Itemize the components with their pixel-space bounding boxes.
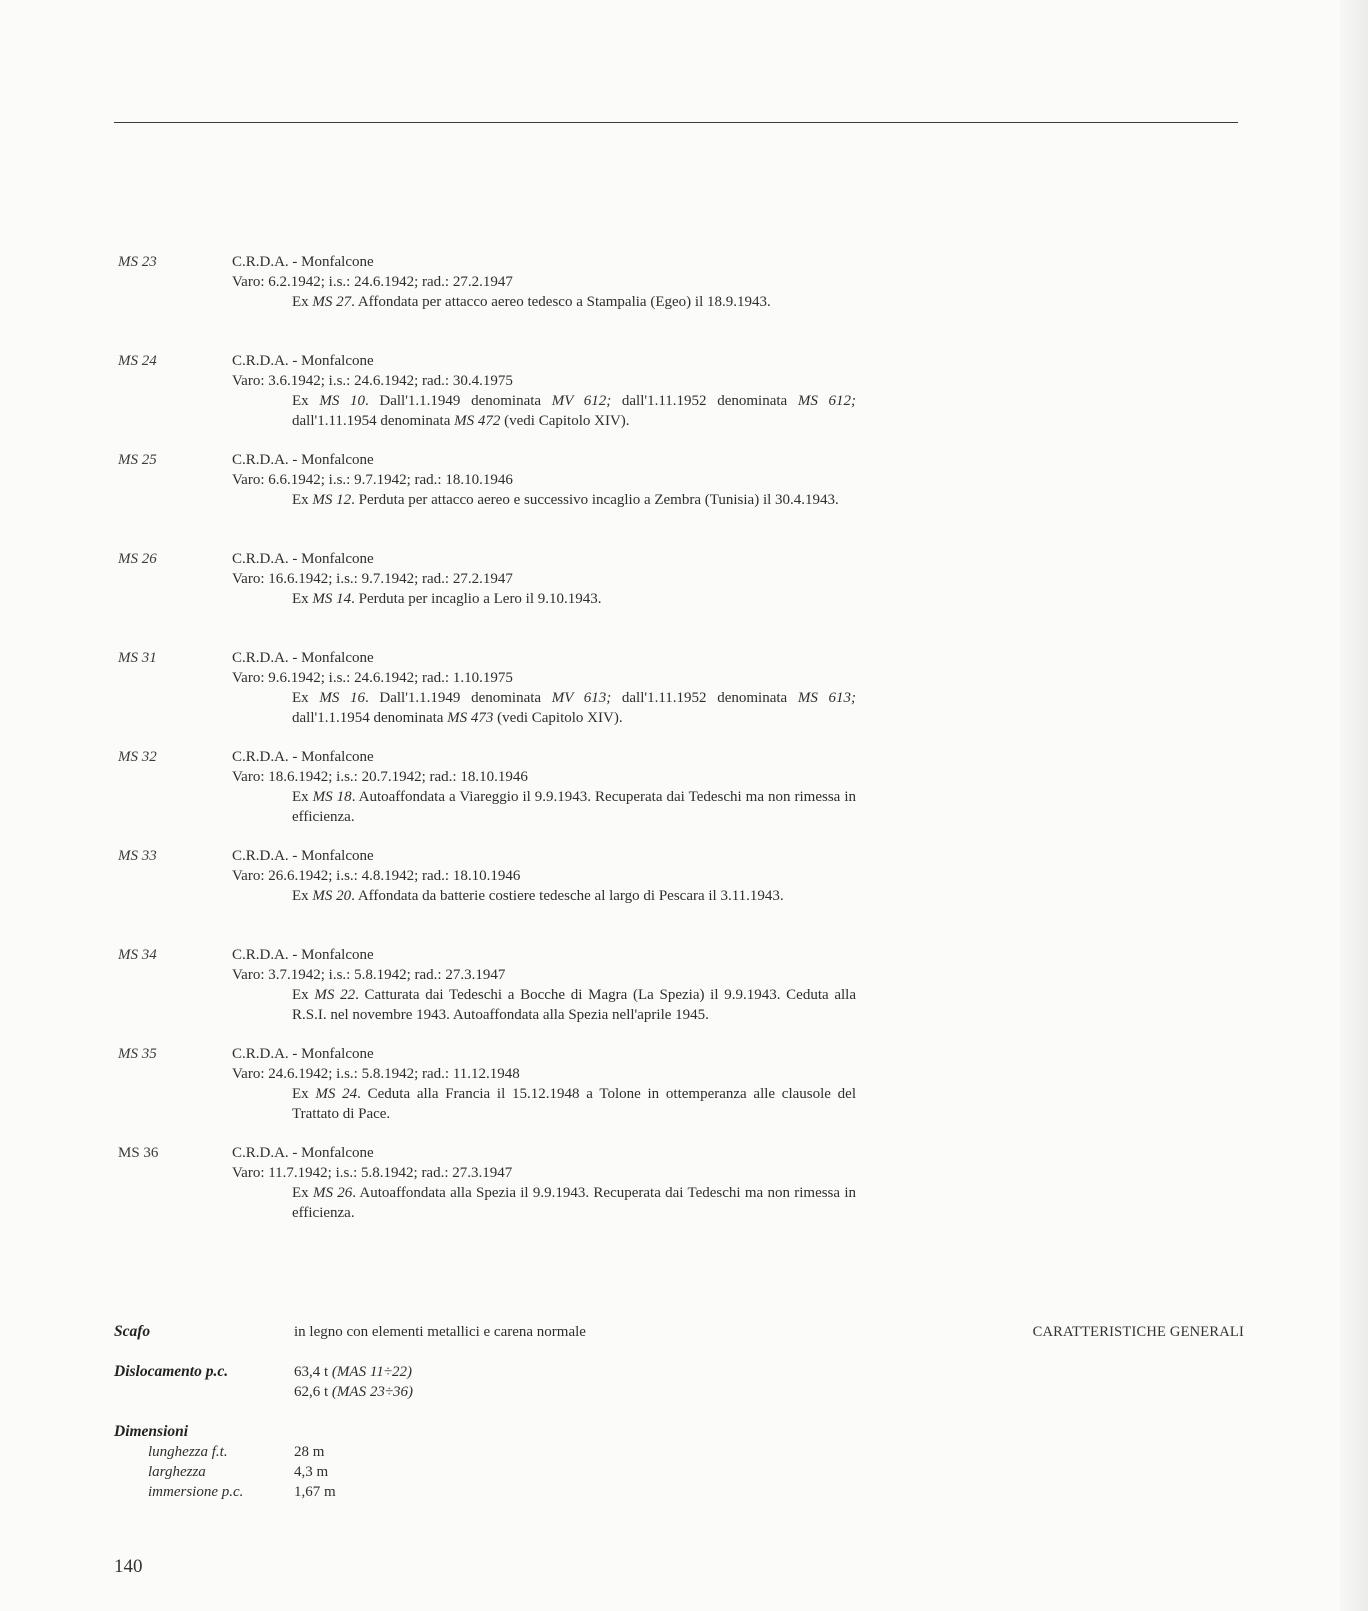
boat-code: MS 34 [118,947,157,963]
note-text: Ex [292,888,313,904]
shipyard: C.R.D.A. - Monfalcone [232,254,374,270]
note-text: Ex [292,492,313,508]
dislocamento-2-value: 62,6 t [294,1384,329,1400]
dislocamento-1-ref: (MAS 11÷22) [331,1364,412,1380]
boat-entries-list [118,252,858,1242]
note-text: Ex [292,393,320,409]
boat-code: MS 36 [118,1145,159,1161]
note-text: dall'1.1.1954 denominata [292,710,448,726]
boat-code: MS 23 [118,254,157,270]
note-reference: MS 473 [447,710,494,726]
shipyard: C.R.D.A. - Monfalcone [232,452,374,468]
dimensioni-label: Dimensioni [114,1423,189,1440]
note-text: Ex [292,789,313,805]
service-dates: Varo: 3.6.1942; i.s.: 24.6.1942; rad.: 30.4.1975 [232,373,513,389]
note-text: Ex [292,987,315,1003]
shipyard: C.R.D.A. - Monfalcone [232,947,374,963]
note-text: . Dall'1.1.1949 denominata [364,690,552,706]
note-reference: MS 472 [454,413,501,429]
shipyard: C.R.D.A. - Monfalcone [232,353,374,369]
dislocamento-row [114,1362,1244,1422]
history-note [292,787,856,827]
note-reference: MS 26 [312,1185,353,1201]
scafo-value: in legno con elementi metallici e carena normale [294,1324,586,1340]
boat-entry [118,252,858,351]
lunghezza-value: 28 m [294,1444,325,1460]
note-text: . Ceduta alla Francia il 15.12.1948 a Tolone in ottemperanza alle clausole del Trattato di Pace. [292,1086,857,1122]
history-note [292,1183,856,1223]
boat-entry [118,846,858,945]
dimensioni-row [114,1422,1244,1512]
service-dates: Varo: 16.6.1942; i.s.: 9.7.1942; rad.: 27.2.1947 [232,571,513,587]
service-dates: Varo: 24.6.1942; i.s.: 5.8.1942; rad.: 11.12.1948 [232,1066,520,1082]
history-note [292,589,856,609]
shipyard: C.R.D.A. - Monfalcone [232,551,374,567]
note-text: dall'1.11.1952 denominata [611,690,798,706]
service-dates: Varo: 9.6.1942; i.s.: 24.6.1942; rad.: 1.10.1975 [232,670,513,686]
note-reference: MS 14 [312,591,352,607]
note-reference: MS 10 [319,393,365,409]
boat-entry [118,747,858,846]
immersione-label: immersione p.c. [148,1484,244,1500]
shipyard: C.R.D.A. - Monfalcone [232,1145,374,1161]
service-dates: Varo: 18.6.1942; i.s.: 20.7.1942; rad.: 18.10.1946 [232,769,528,785]
boat-code: MS 32 [118,749,157,765]
shipyard: C.R.D.A. - Monfalcone [232,848,374,864]
note-text: dall'1.11.1952 denominata [611,393,798,409]
boat-entry [118,1044,858,1143]
note-reference: MV 612; [551,393,612,409]
dislocamento-1-value: 63,4 t [294,1364,329,1380]
boat-entry [118,549,858,648]
note-reference: MS 613; [797,690,856,706]
boat-entry [118,351,858,450]
boat-code: MS 31 [118,650,157,666]
service-dates: Varo: 3.7.1942; i.s.: 5.8.1942; rad.: 27.3.1947 [232,967,506,983]
note-text: (vedi Capitolo XIV). [493,710,623,726]
history-note [292,886,856,906]
dislocamento-label: Dislocamento p.c. [114,1363,229,1380]
section-title: CARATTERISTICHE GENERALI [1032,1324,1244,1340]
scafo-label: Scafo [114,1323,151,1340]
note-text: . Perduta per attacco aereo e successivo incaglio a Zembra (Tunisia) il 30.4.1943. [351,492,839,508]
shipyard: C.R.D.A. - Monfalcone [232,749,374,765]
boat-code: MS 25 [118,452,157,468]
history-note [292,292,856,312]
boat-entry [118,1143,858,1242]
dislocamento-value-1 [294,1362,412,1382]
history-note [292,490,856,510]
service-dates: Varo: 26.6.1942; i.s.: 4.8.1942; rad.: 18.10.1946 [232,868,521,884]
note-text: (vedi Capitolo XIV). [500,413,630,429]
larghezza-label: larghezza [148,1464,206,1480]
note-reference: MS 20 [312,888,352,904]
lunghezza-label: lunghezza f.t. [148,1444,228,1460]
note-text: . Autoaffondata alla Spezia il 9.9.1943. Recuperata dai Tedeschi ma non rimessa in efficienza. [292,1185,856,1221]
immersione-value: 1,67 m [294,1484,336,1500]
note-reference: MS 24 [315,1086,358,1102]
note-text: . Catturata dai Tedeschi a Bocche di Magra (La Spezia) il 9.9.1943. Ceduta alla R.S.I. nel novembre 1943. Autoaffondata alla Spezia nell'aprile 1945. [292,987,857,1023]
boat-entry [118,945,858,1044]
shipyard: C.R.D.A. - Monfalcone [232,650,374,666]
note-reference: MS 18 [312,789,352,805]
page-edge-shadow [1340,0,1368,1611]
dislocamento-value-2 [294,1382,413,1402]
note-reference: MS 27 [312,294,352,310]
scafo-row [114,1322,1244,1362]
boat-code: MS 35 [118,1046,157,1062]
note-reference: MV 613; [551,690,612,706]
note-text: dall'1.11.1954 denominata [292,413,455,429]
note-reference: MS 16 [319,690,365,706]
history-note [292,985,856,1025]
boat-entry [118,450,858,549]
note-reference: MS 12 [312,492,352,508]
note-text: Ex [292,1086,316,1102]
note-text: Ex [292,1185,313,1201]
note-text: . Affondata da batterie costiere tedesche al largo di Pescara il 3.11.1943. [351,888,784,904]
larghezza-value: 4,3 m [294,1464,329,1480]
note-reference: MS 612; [797,393,856,409]
service-dates: Varo: 6.2.1942; i.s.: 24.6.1942; rad.: 27.2.1947 [232,274,513,290]
shipyard: C.R.D.A. - Monfalcone [232,1046,374,1062]
header-rule [114,122,1238,123]
note-reference: MS 22 [314,987,356,1003]
page-number: 140 [114,1556,143,1577]
note-text: Ex [292,591,313,607]
history-note [292,391,856,431]
note-text: . Affondata per attacco aereo tedesco a Stampalia (Egeo) il 18.9.1943. [351,294,771,310]
boat-entry [118,648,858,747]
service-dates: Varo: 6.6.1942; i.s.: 9.7.1942; rad.: 18.10.1946 [232,472,513,488]
dislocamento-2-ref: (MAS 23÷36) [331,1384,414,1400]
note-text: . Autoaffondata a Viareggio il 9.9.1943. Recuperata dai Tedeschi ma non rimessa in efficienza. [292,789,857,825]
boat-code: MS 33 [118,848,157,864]
note-text: . Perduta per incaglio a Lero il 9.10.1943. [351,591,602,607]
note-text: . Dall'1.1.1949 denominata [364,393,552,409]
boat-code: MS 26 [118,551,157,567]
history-note [292,688,856,728]
note-text: Ex [292,690,320,706]
history-note [292,1084,856,1124]
boat-code: MS 24 [118,353,157,369]
service-dates: Varo: 11.7.1942; i.s.: 5.8.1942; rad.: 27.3.1947 [232,1165,513,1181]
note-text: Ex [292,294,313,310]
general-characteristics [114,1322,1244,1512]
